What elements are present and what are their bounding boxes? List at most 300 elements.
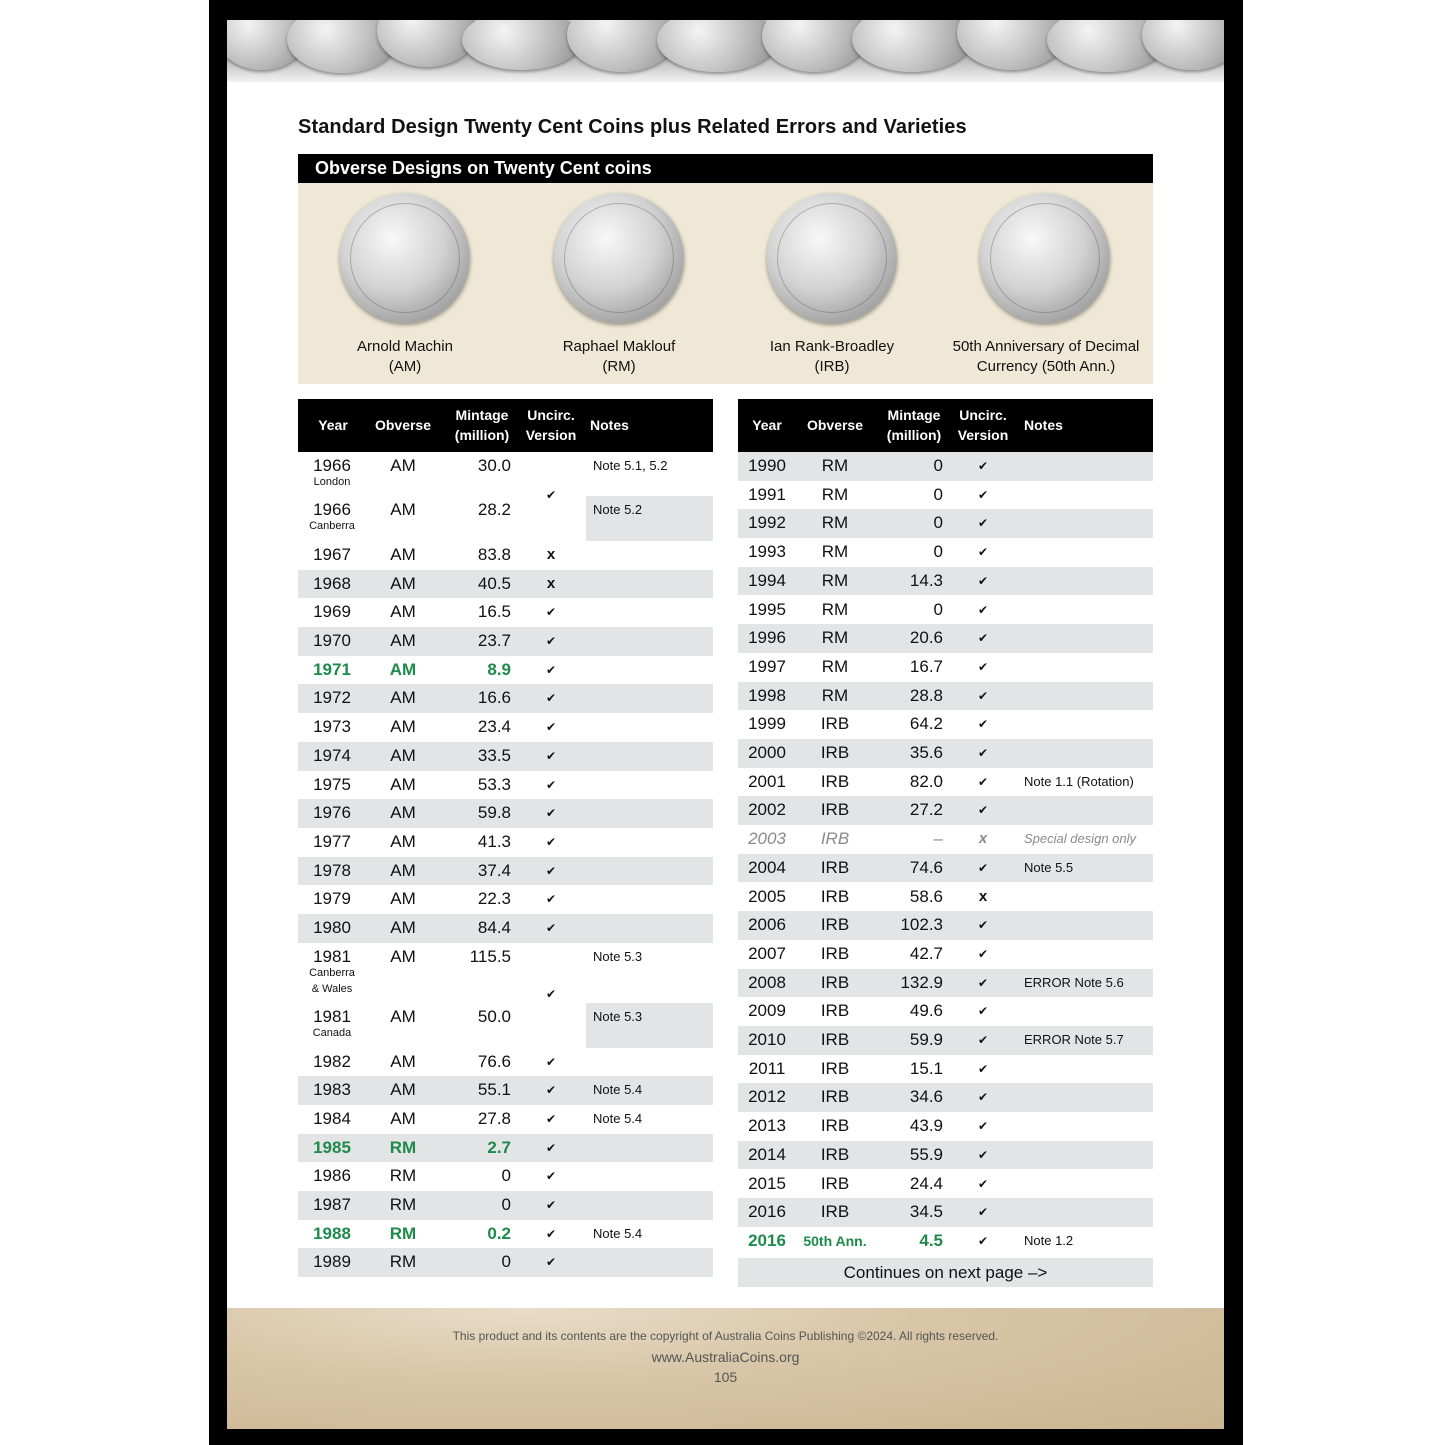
cell-year: 1981 [313, 1007, 351, 1027]
cell-year: 1994 [748, 570, 786, 590]
cell-uncirc: ✔ [977, 1090, 989, 1105]
cell-mintage: 22.3 [477, 889, 511, 909]
table-row [738, 768, 1153, 797]
table-row [738, 1083, 1153, 1112]
cell-year: 1983 [313, 1080, 351, 1100]
cell-mintage: 102.3 [900, 915, 943, 935]
cell-mintage: 0 [501, 1252, 511, 1272]
cell-obverse: RM [821, 599, 849, 619]
cell-year-mint: Canada [312, 1027, 352, 1040]
table-row [298, 1048, 713, 1077]
cell-year-mint-2: & Wales [311, 982, 353, 995]
cell-mintage: 59.9 [909, 1030, 943, 1049]
cell-obverse: AM [390, 456, 416, 475]
cell-obverse: AM [390, 631, 416, 651]
table-row [738, 481, 1153, 510]
cell-mintage: 0.2 [487, 1223, 511, 1243]
cell-uncirc: ✔ [977, 631, 989, 646]
cell-obverse: AM [390, 745, 416, 765]
cell-year: 2014 [748, 1144, 786, 1164]
table-row [298, 885, 713, 914]
cell-uncirc: ✔ [545, 1169, 557, 1184]
table-row [298, 541, 713, 570]
cell-mintage: 23.7 [477, 631, 511, 651]
cell-mintage: 84.4 [477, 918, 511, 938]
cell-uncirc: ✔ [977, 659, 989, 674]
cell-obverse: IRB [820, 857, 850, 877]
obverse-caption-50th: 50th Anniversary of Decimal Currency (50th Ann.) [952, 338, 1140, 375]
table-row [738, 1170, 1153, 1199]
cell-notes: ERROR Note 5.7 [1024, 1032, 1124, 1047]
cell-notes: Note 1.1 (Rotation) [1024, 773, 1134, 789]
cell-obverse: AM [390, 717, 416, 737]
table-row [738, 911, 1153, 940]
cell-uncirc: ✔ [545, 634, 557, 649]
coins-banner [227, 20, 1224, 82]
cell-uncirc: ✔ [545, 691, 557, 706]
cell-obverse: IRB [820, 1087, 850, 1107]
cell-uncirc: ✔ [545, 1140, 557, 1155]
cell-year: 1990 [748, 456, 786, 475]
table-row [298, 496, 713, 540]
merged-uncirc-1981: ✔ [545, 987, 557, 1002]
cell-uncirc: ✔ [977, 1061, 989, 1076]
cell-year: 1966 [313, 500, 351, 520]
obverse-caption-rm: Raphael Maklouf (RM) [562, 338, 676, 375]
cell-year: 2004 [748, 857, 786, 877]
table-row [738, 1112, 1153, 1141]
right-table-header: Year Obverse Mintage (million) Uncirc. Version Notes [738, 399, 1153, 452]
table-row [298, 627, 713, 656]
table-row [298, 656, 713, 685]
cell-year-mint: Canberra [309, 520, 355, 533]
cell-year: 2012 [748, 1087, 786, 1107]
cell-year: 1968 [313, 573, 351, 593]
cell-year: 1974 [313, 745, 351, 765]
cell-obverse: IRB [820, 1144, 850, 1164]
cell-year: 1986 [313, 1166, 351, 1186]
cell-obverse: AM [390, 774, 416, 794]
cell-obverse: IRB [820, 1058, 850, 1078]
cell-obverse: RM [389, 1195, 417, 1215]
table-row [298, 1191, 713, 1220]
cell-obverse: RM [389, 1252, 417, 1272]
cell-obverse: RM [821, 656, 849, 676]
cell-uncirc: ✔ [545, 1255, 557, 1270]
table-row [738, 567, 1153, 596]
table-row [298, 1248, 713, 1277]
cell-notes: Note 5.1, 5.2 [593, 458, 668, 473]
cell-year: 2016 [748, 1202, 786, 1222]
cell-year: 1977 [313, 831, 351, 851]
cell-mintage: 55.1 [477, 1080, 511, 1100]
cell-mintage: 0 [933, 513, 943, 533]
cell-obverse: AM [390, 602, 416, 622]
cell-year: 2000 [748, 743, 786, 762]
cell-uncirc: ✔ [977, 602, 989, 617]
table-row [298, 799, 713, 828]
cell-uncirc: ✔ [545, 806, 557, 821]
continues-next-page: Continues on next page –> [738, 1258, 1153, 1287]
cell-obverse: IRB [820, 743, 850, 762]
cell-uncirc: ✔ [545, 892, 557, 907]
cell-mintage: 30.0 [477, 456, 511, 475]
cell-obverse: IRB [820, 1173, 850, 1193]
cell-uncirc: ✔ [977, 487, 989, 502]
cell-mintage: 43.9 [909, 1116, 943, 1136]
coin-image-rm [554, 193, 684, 323]
cell-uncirc: ✔ [977, 688, 989, 703]
table-row [738, 969, 1153, 998]
cell-mintage: 59.8 [477, 803, 511, 823]
cell-mintage: 42.7 [909, 943, 943, 963]
cell-year-mint: Canberra [309, 966, 355, 979]
table-row [738, 682, 1153, 711]
cell-mintage: 28.2 [477, 500, 511, 520]
cell-mintage: 28.8 [909, 685, 943, 705]
cell-notes: Special design only [1024, 831, 1137, 847]
cell-year: 2013 [748, 1116, 786, 1136]
cell-mintage: 37.4 [477, 860, 511, 880]
cell-notes: Note 5.2 [586, 496, 713, 540]
cell-mintage: 0 [933, 599, 943, 619]
cell-year: 1998 [748, 685, 786, 705]
table-row [298, 1076, 713, 1105]
cell-uncirc: ✔ [977, 803, 989, 818]
coin-image-50th [980, 193, 1110, 323]
cell-mintage: 27.2 [909, 800, 943, 820]
copyright-notice: This product and its contents are the copyright of Australia Coins Publishing ©2024. All rights reserved. [452, 1329, 999, 1343]
cell-obverse: RM [821, 513, 849, 533]
cell-uncirc: x [978, 830, 988, 848]
cell-mintage: 14.3 [909, 570, 943, 590]
cell-obverse: AM [390, 831, 416, 851]
table-row [738, 796, 1153, 825]
table-row [738, 825, 1153, 854]
cell-obverse: RM [821, 628, 849, 648]
table-row [738, 1141, 1153, 1170]
cell-notes: Note 1.2 [1024, 1232, 1074, 1248]
cell-year: 1992 [748, 513, 786, 533]
table-row [738, 997, 1153, 1026]
cell-obverse: AM [390, 803, 416, 823]
cell-mintage: 16.5 [477, 602, 511, 622]
table-row [738, 854, 1153, 883]
cell-notes: Note 5.3 [593, 948, 643, 964]
table-row [298, 742, 713, 771]
cell-obverse: AM [390, 688, 416, 708]
obverse-header [298, 154, 1153, 183]
table-row [298, 857, 713, 886]
cell-uncirc: ✔ [977, 1033, 989, 1047]
cell-notes: Note 5.4 [593, 1082, 643, 1098]
cell-mintage: 35.6 [909, 743, 943, 762]
page-title: Standard Design Twenty Cent Coins plus Related Errors and Varieties [298, 116, 967, 138]
cell-obverse: RM [821, 570, 849, 590]
table-row [738, 452, 1153, 481]
cell-year: 2001 [748, 771, 786, 791]
cell-obverse: AM [390, 1007, 416, 1027]
cell-mintage: 4.5 [919, 1230, 943, 1250]
table-row [738, 1198, 1153, 1227]
cell-year: 2016 [748, 1230, 786, 1250]
obverse-designs [298, 183, 1153, 384]
cell-year: 1967 [313, 544, 351, 564]
cell-obverse: AM [390, 860, 416, 880]
cell-mintage: 0 [501, 1195, 511, 1215]
table-row [298, 1105, 713, 1134]
cell-obverse: IRB [820, 1116, 850, 1136]
cell-mintage: 16.7 [909, 656, 943, 676]
cell-year-mint: London [313, 476, 351, 488]
cell-uncirc: ✔ [977, 516, 989, 531]
cell-uncirc: x [546, 545, 556, 563]
table-row [738, 509, 1153, 538]
table-row [298, 914, 713, 943]
cell-year: 1984 [313, 1108, 351, 1128]
cell-year: 1985 [313, 1137, 351, 1157]
cell-obverse: RM [389, 1137, 417, 1157]
cell-mintage: 53.3 [477, 774, 511, 794]
cell-obverse: AM [390, 1108, 416, 1128]
cell-uncirc: x [546, 574, 556, 592]
cell-notes: ERROR Note 5.6 [1024, 974, 1124, 990]
table-row [298, 943, 713, 1003]
cell-mintage: 40.5 [477, 573, 511, 593]
cell-mintage: 27.8 [477, 1108, 511, 1128]
table-row [738, 596, 1153, 625]
table-row [738, 1026, 1153, 1055]
cell-year: 1979 [313, 889, 351, 909]
cell-mintage: 24.4 [909, 1173, 943, 1193]
cell-obverse: AM [390, 500, 416, 520]
cell-mintage: 16.6 [477, 688, 511, 708]
cell-obverse: IRB [820, 915, 850, 935]
cell-year: 1988 [313, 1223, 351, 1243]
table-row [738, 1227, 1153, 1256]
table-row [298, 1003, 713, 1047]
cell-notes: Note 5.4 [593, 1225, 643, 1241]
cell-mintage: 132.9 [900, 972, 943, 992]
table-row [298, 713, 713, 742]
cell-uncirc: ✔ [977, 459, 989, 473]
cell-mintage: 58.6 [909, 886, 943, 906]
cell-year: 2015 [748, 1173, 786, 1193]
cell-obverse: RM [389, 1223, 417, 1243]
cell-year: 1987 [313, 1195, 351, 1215]
cell-mintage: 50.0 [477, 1007, 511, 1027]
cell-obverse: AM [390, 1080, 416, 1100]
cell-mintage: 74.6 [909, 857, 943, 877]
cell-obverse: IRB [820, 771, 850, 791]
cell-uncirc: ✔ [977, 774, 989, 789]
cell-mintage: 83.8 [477, 544, 511, 564]
cell-uncirc: x [978, 887, 988, 905]
cell-obverse: RM [821, 542, 849, 562]
left-table-header: Year Obverse Mintage (million) Uncirc. Version Notes [298, 399, 713, 452]
cell-year: 2010 [748, 1030, 786, 1049]
cell-uncirc: ✔ [545, 720, 557, 735]
cell-obverse: RM [821, 685, 849, 705]
cell-uncirc: ✔ [545, 1226, 557, 1241]
cell-obverse: IRB [820, 972, 850, 992]
cell-uncirc: ✔ [977, 1233, 989, 1248]
cell-year: 1969 [313, 602, 351, 622]
cell-uncirc: ✔ [977, 918, 989, 933]
cell-year: 1996 [748, 628, 786, 648]
cell-uncirc: ✔ [545, 1111, 557, 1126]
cell-year: 1991 [748, 484, 786, 504]
cell-uncirc: ✔ [977, 860, 989, 875]
cell-year: 1981 [313, 946, 351, 966]
cell-year: 2006 [748, 915, 786, 935]
cell-mintage: 0 [933, 484, 943, 504]
cell-mintage: 2.7 [487, 1137, 511, 1157]
cell-mintage: 34.6 [909, 1087, 943, 1107]
coin-image-am [340, 193, 470, 323]
cell-year: 1980 [313, 918, 351, 938]
table-row [738, 653, 1153, 682]
cell-obverse: IRB [820, 1030, 850, 1049]
page-number: 105 [713, 1369, 738, 1385]
cell-year: 1995 [748, 599, 786, 619]
cell-year: 1997 [748, 656, 786, 676]
cell-obverse: IRB [820, 1001, 850, 1021]
cell-mintage: 0 [933, 456, 943, 475]
obverse-header-label: Obverse Designs on Twenty Cent coins [315, 158, 652, 178]
table-row [738, 940, 1153, 969]
cell-obverse: RM [821, 456, 849, 475]
cell-obverse: AM [390, 573, 416, 593]
coin-image-irb [767, 193, 897, 323]
cell-year: 2008 [748, 972, 786, 992]
cell-year: 2009 [748, 1001, 786, 1021]
cell-uncirc: ✔ [545, 605, 557, 620]
cell-mintage: 23.4 [477, 717, 511, 737]
cell-uncirc: ✔ [545, 662, 557, 677]
table-row [298, 771, 713, 800]
cell-year: 1973 [313, 717, 351, 737]
cell-uncirc: ✔ [545, 863, 557, 878]
cell-obverse: 50th Ann. [803, 1232, 867, 1249]
cell-mintage: 82.0 [909, 771, 943, 791]
table-row [738, 538, 1153, 567]
cell-obverse: IRB [820, 829, 850, 849]
cell-mintage: 0 [501, 1166, 511, 1186]
cell-mintage: 33.5 [477, 745, 511, 765]
catalogue-page [227, 20, 1224, 1429]
cell-notes: Note 5.5 [1024, 859, 1074, 875]
cell-uncirc: ✔ [545, 921, 557, 936]
table-row [738, 739, 1153, 768]
table-row [298, 828, 713, 857]
cell-uncirc: ✔ [977, 1176, 989, 1191]
cell-notes: Note 5.3 [586, 1003, 713, 1047]
cell-obverse: AM [390, 1051, 416, 1071]
cell-year: 2005 [748, 886, 786, 906]
cell-year: 1989 [313, 1252, 351, 1272]
cell-mintage: 34.5 [909, 1202, 943, 1222]
cell-mintage: 49.6 [909, 1001, 943, 1021]
cell-year: 1972 [313, 688, 351, 708]
cell-mintage: 15.1 [909, 1058, 943, 1078]
cell-uncirc: ✔ [545, 1083, 557, 1098]
cell-obverse: AM [390, 918, 416, 938]
table-row [298, 1162, 713, 1191]
cell-uncirc: ✔ [977, 1205, 989, 1220]
cell-mintage: 41.3 [477, 831, 511, 851]
cell-mintage: 20.6 [909, 628, 943, 648]
cell-obverse: AM [390, 544, 416, 564]
obverse-caption-am: Arnold Machin (AM) [357, 338, 453, 375]
cell-uncirc: ✔ [545, 1198, 557, 1213]
cell-obverse: AM [390, 889, 416, 909]
table-row [298, 1134, 713, 1163]
table-row [298, 452, 713, 496]
table-row [738, 710, 1153, 739]
cell-obverse: IRB [820, 800, 850, 820]
cell-year: 1978 [313, 860, 351, 880]
cell-uncirc: ✔ [977, 1119, 989, 1134]
cell-mintage: 115.5 [469, 946, 511, 966]
cell-obverse: IRB [820, 943, 850, 963]
cell-mintage: – [933, 829, 943, 849]
cell-uncirc: ✔ [545, 834, 557, 849]
cell-obverse: IRB [820, 886, 850, 906]
cell-uncirc: ✔ [977, 1147, 989, 1162]
cell-year: 2007 [748, 943, 786, 963]
cell-year: 1999 [748, 714, 786, 734]
cell-uncirc: ✔ [977, 545, 989, 560]
cell-obverse: RM [821, 484, 849, 504]
cell-uncirc: ✔ [977, 573, 989, 588]
cell-uncirc: ✔ [545, 1054, 557, 1069]
cell-year: 1982 [313, 1051, 351, 1071]
table-row [298, 598, 713, 627]
website-link[interactable]: www.AustraliaCoins.org [651, 1349, 800, 1365]
cell-obverse: AM [390, 946, 416, 966]
table-row [738, 1055, 1153, 1084]
cell-obverse: AM [389, 659, 417, 679]
obverse-caption-irb: Ian Rank-Broadley (IRB) [769, 338, 895, 375]
cell-uncirc: ✔ [977, 717, 989, 732]
cell-obverse: RM [389, 1166, 417, 1186]
table-row [298, 684, 713, 713]
table-row [738, 624, 1153, 653]
table-row [298, 570, 713, 599]
cell-obverse: IRB [820, 714, 850, 734]
cell-mintage: 64.2 [909, 714, 943, 734]
cell-year: 1971 [313, 659, 351, 679]
cell-notes: Note 5.4 [593, 1110, 643, 1126]
cell-uncirc: ✔ [977, 746, 989, 760]
cell-year: 2003 [748, 829, 786, 849]
cell-year: 1976 [313, 803, 351, 823]
cell-uncirc: ✔ [545, 777, 557, 792]
cell-year: 1966 [313, 456, 351, 475]
cell-year: 1975 [313, 774, 351, 794]
table-row [298, 1220, 713, 1249]
merged-uncirc-1966: ✔ [545, 488, 557, 503]
cell-year: 2002 [748, 800, 786, 820]
cell-mintage: 76.6 [477, 1051, 511, 1071]
cell-mintage: 0 [933, 542, 943, 562]
cell-uncirc: ✔ [977, 946, 989, 961]
cell-year: 1993 [748, 542, 786, 562]
cell-uncirc: ✔ [545, 748, 557, 763]
table-row [738, 883, 1153, 912]
cell-uncirc: ✔ [977, 975, 989, 990]
